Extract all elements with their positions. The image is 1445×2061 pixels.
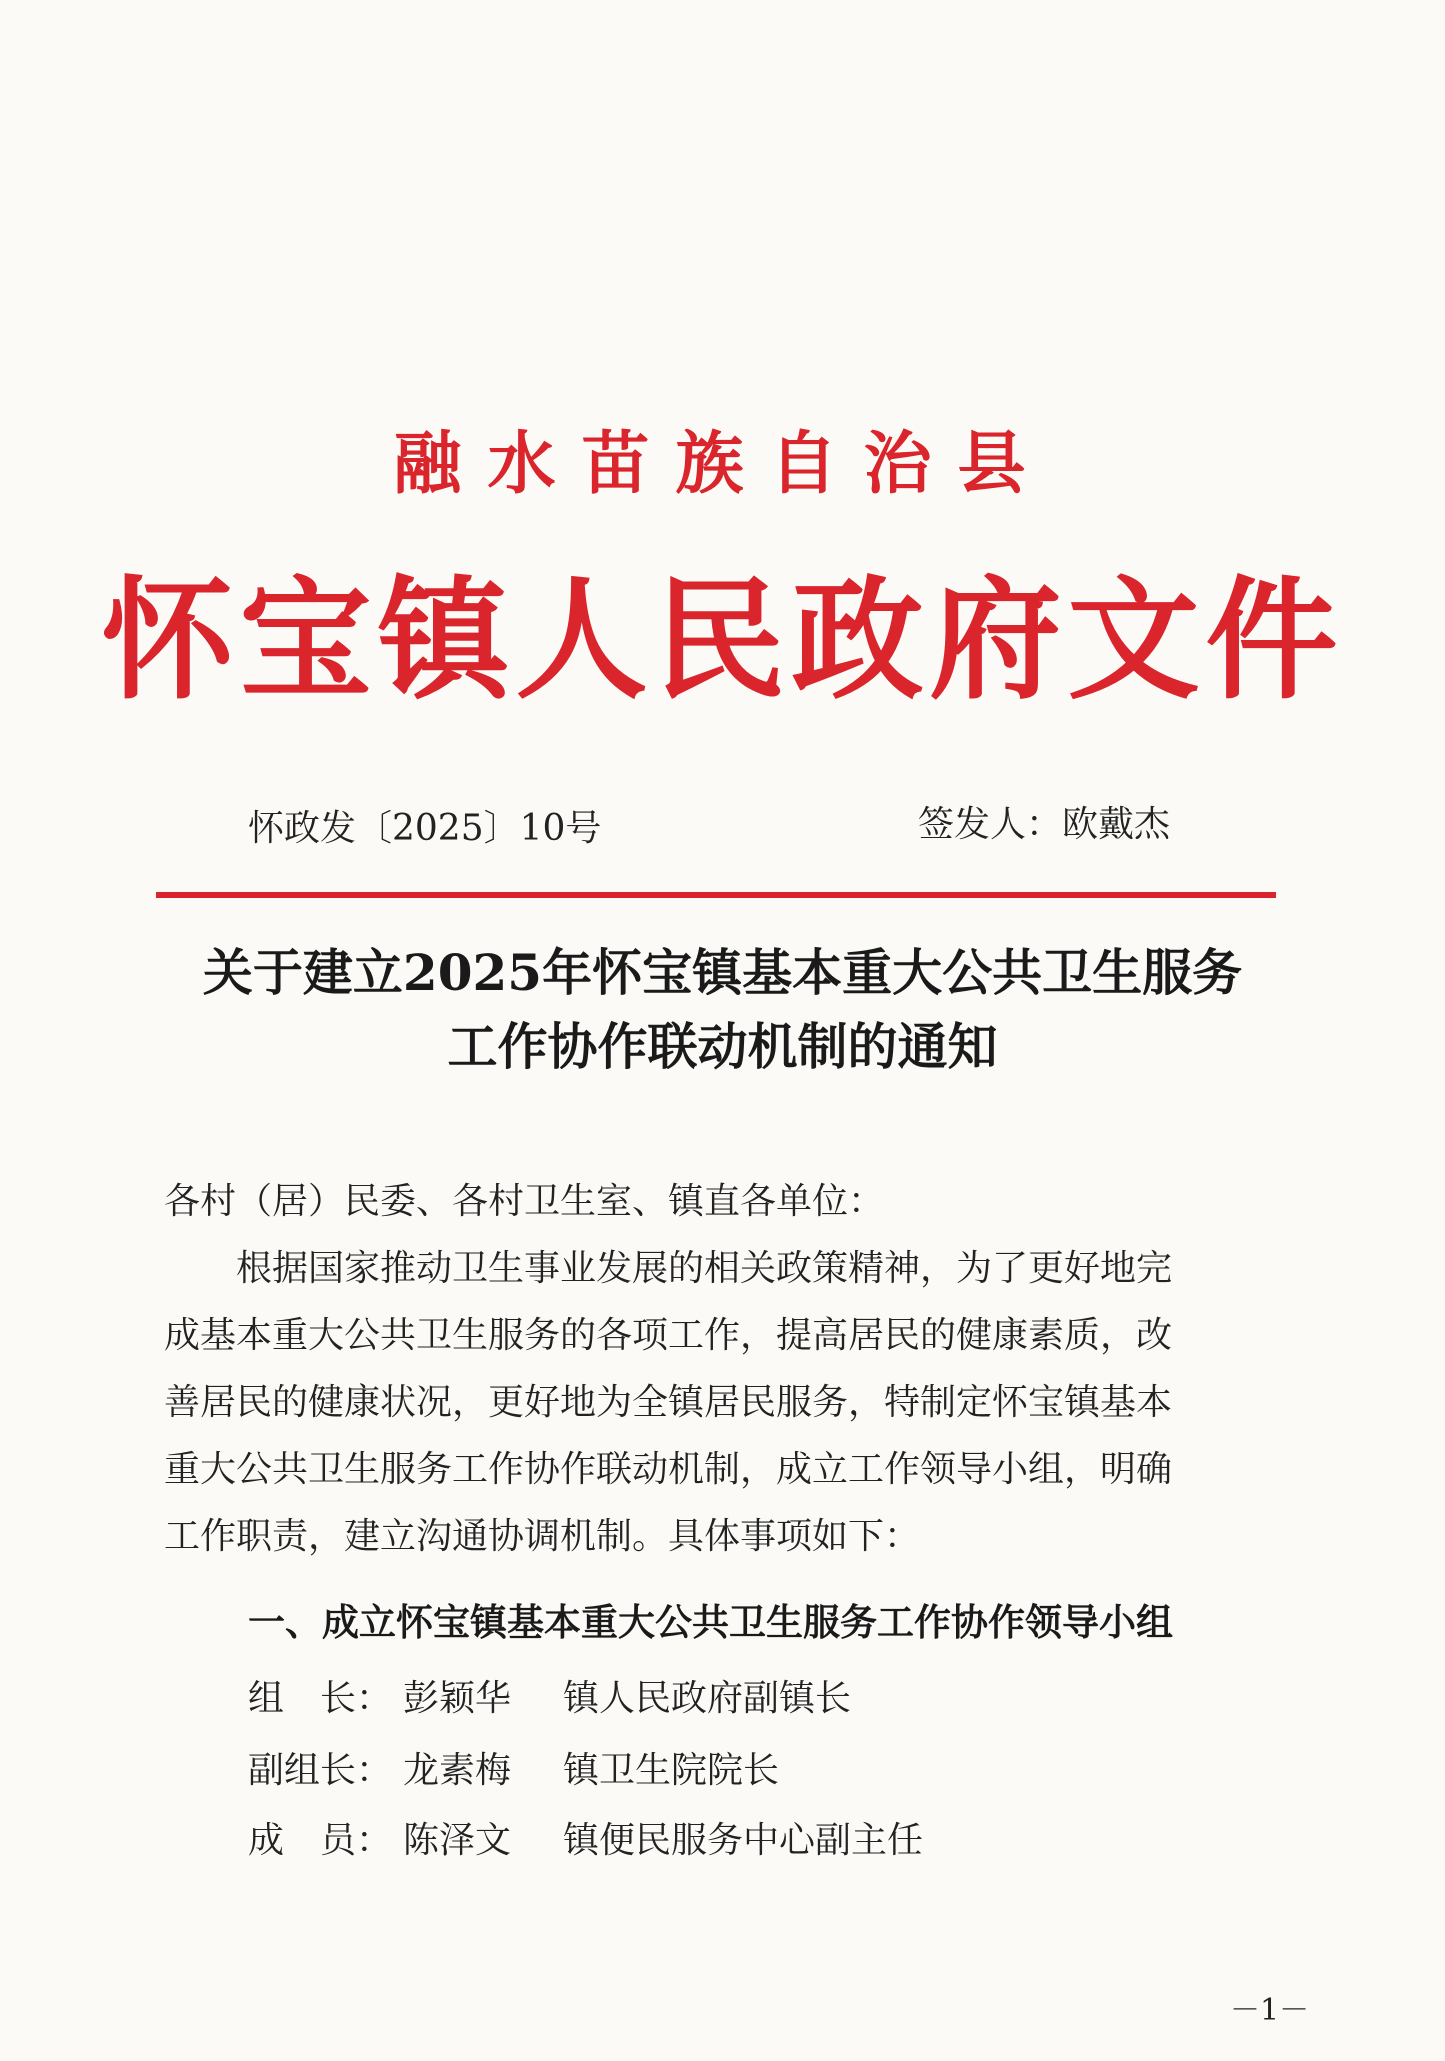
member-name: 龙素梅	[403, 1750, 512, 1791]
member-row	[248, 1670, 851, 1721]
notice-title-line2: 工作协作联动机制的通知	[447, 1017, 998, 1076]
paragraph-line: 成基本重大公共卫生服务的各项工作，提高居民的健康素质，改	[164, 1315, 1173, 1356]
member-row	[248, 1742, 779, 1793]
page-number: －1－	[1230, 1993, 1310, 2028]
member-name: 陈泽文	[403, 1820, 512, 1861]
member-role: 组 长：	[248, 1678, 393, 1719]
member-title: 镇卫生院院长	[563, 1750, 780, 1791]
signer: 签发人：欧戴杰	[918, 804, 1171, 845]
county-name: 融水苗族自治县	[393, 424, 1052, 504]
member-title: 镇人民政府副镇长	[563, 1678, 852, 1719]
member-row	[248, 1812, 923, 1863]
paragraph-line: 善居民的健康状况，更好地为全镇居民服务，特制定怀宝镇基本	[164, 1382, 1173, 1423]
document-type-heading: 怀宝镇人民政府文件	[101, 563, 1344, 718]
document-number: 怀政发〔2025〕10号	[248, 808, 602, 849]
paragraph-line: 根据国家推动卫生事业发展的相关政策精神，为了更好地完	[164, 1248, 1173, 1289]
member-title: 镇便民服务中心副主任	[563, 1820, 924, 1861]
notice-title-line1: 关于建立2025年怀宝镇基本重大公共卫生服务	[202, 943, 1243, 1002]
paragraph-line: 重大公共卫生服务工作协作联动机制，成立工作领导小组，明确	[164, 1449, 1173, 1490]
red-divider	[156, 892, 1276, 898]
member-role: 副组长：	[248, 1750, 393, 1791]
section-heading: 一、成立怀宝镇基本重大公共卫生服务工作协作领导小组	[248, 1600, 1173, 1644]
paragraph-line: 工作职责，建立沟通协调机制。具体事项如下：	[164, 1516, 921, 1557]
salutation: 各村（居）民委、各村卫生室、镇直各单位：	[164, 1181, 885, 1222]
member-role: 成 员：	[248, 1820, 393, 1861]
member-name: 彭颖华	[403, 1678, 512, 1719]
